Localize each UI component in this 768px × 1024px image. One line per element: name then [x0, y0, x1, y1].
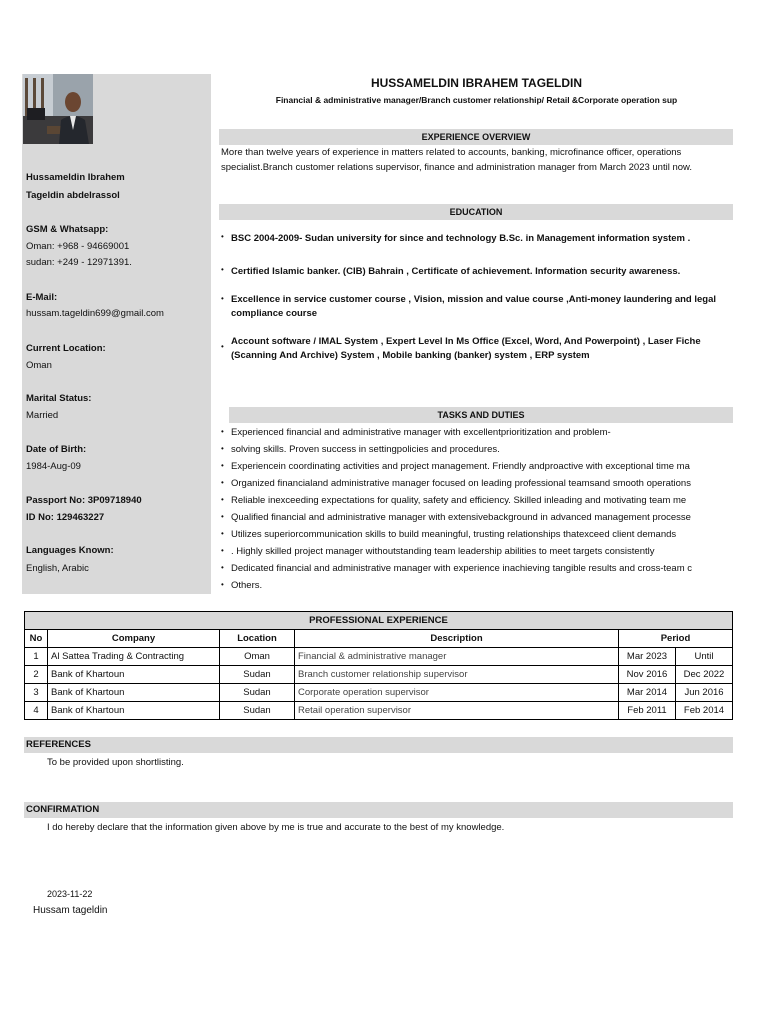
location-value: Oman: [26, 360, 52, 371]
cell-company: Al Sattea Trading & Contracting: [48, 648, 220, 666]
cell-no: 4: [25, 702, 48, 720]
email-label: E-Mail:: [26, 292, 58, 303]
cell-location: Sudan: [220, 666, 295, 684]
bullet-icon: •: [221, 342, 224, 351]
dob-value: 1984-Aug-09: [26, 461, 81, 472]
task-item: Utilizes superiorcommunication skills to build meaningful, trusting relationships thatexceed client demands: [231, 529, 677, 540]
bullet-icon: •: [221, 529, 224, 538]
column-header-location: Location: [220, 630, 295, 648]
education-item: Excellence in service customer course , Vision, mission and value course ,Anti-money laundering and legal compliance course: [231, 294, 717, 319]
education-item: Account software / IMAL System , Expert Level In Ms Office (Excel, Word, And Powerpoint) , Laser Fiche (Scanning And Archive) System , Mobile banking (banker) system , ERP system: [231, 336, 701, 361]
gsm-oman: Oman: +968 - 94669001: [26, 241, 130, 252]
cell-company: Bank of Khartoun: [48, 684, 220, 702]
bullet-icon: •: [221, 294, 224, 303]
experience-overview-heading: EXPERIENCE OVERVIEW: [219, 129, 733, 145]
cell-company: Bank of Khartoun: [48, 666, 220, 684]
cell-description: Retail operation supervisor: [295, 702, 619, 720]
tasks-heading: TASKS AND DUTIES: [229, 407, 733, 423]
confirmation-text: I do hereby declare that the information given above by me is true and accurate to the best of my knowledge.: [47, 822, 505, 833]
profile-photo: [23, 74, 93, 144]
bullet-icon: •: [221, 546, 224, 555]
task-item: Qualified financial and administrative manager with extensivebackground in advanced management processe: [231, 512, 691, 523]
dob-label: Date of Birth:: [26, 444, 87, 455]
column-header-description: Description: [295, 630, 619, 648]
education-heading: EDUCATION: [219, 204, 733, 220]
professional-experience-heading: PROFESSIONAL EXPERIENCE: [25, 612, 733, 630]
cell-period-to: Feb 2014: [676, 702, 733, 720]
bullet-icon: •: [221, 478, 224, 487]
references-heading: REFERENCES: [24, 737, 733, 753]
full-name-line2: Tageldin abdelrassol: [26, 190, 120, 201]
signature-name: Hussam tageldin: [33, 905, 108, 916]
table-row: [25, 702, 733, 720]
cell-location: Oman: [220, 648, 295, 666]
bullet-icon: •: [221, 512, 224, 521]
cell-location: Sudan: [220, 684, 295, 702]
cell-period-to: Jun 2016: [676, 684, 733, 702]
gsm-label: GSM & Whatsapp:: [26, 224, 109, 235]
education-item: BSC 2004-2009- Sudan university for since and technology B.Sc. in Management information system .: [231, 233, 691, 244]
education-item: Certified Islamic banker. (CIB) Bahrain , Certificate of achievement. Information security awareness.: [231, 266, 681, 277]
cell-no: 2: [25, 666, 48, 684]
email-value: hussam.tageldin699@gmail.com: [26, 308, 164, 319]
task-item: . Highly skilled project manager withoutstanding team leadership abilities to meet targets consistently: [231, 546, 655, 557]
task-item: Experienced financial and administrative manager with excellentprioritization and problem-: [231, 427, 611, 438]
professional-experience-table: [24, 611, 733, 720]
cell-period-to: Dec 2022: [676, 666, 733, 684]
task-item: Organized financialand administrative manager focused on leading professional teamsand smooth operations: [231, 478, 691, 489]
cell-description: Financial & administrative manager: [295, 648, 619, 666]
column-header-company: Company: [48, 630, 220, 648]
table-row: [25, 684, 733, 702]
column-header-no: No: [25, 630, 48, 648]
languages-label: Languages Known:: [26, 545, 114, 556]
candidate-name: HUSSAMELDIN IBRAHEM TAGELDIN: [370, 76, 583, 90]
candidate-title: Financial & administrative manager/Branch customer relationship/ Retail &Corporate operation sup: [275, 95, 678, 105]
id-number: ID No: 129463227: [26, 512, 105, 523]
bullet-icon: •: [221, 495, 224, 504]
task-item: Others.: [231, 580, 263, 591]
bullet-icon: •: [221, 444, 224, 453]
languages-value: English, Arabic: [26, 563, 89, 574]
cell-company: Bank of Khartoun: [48, 702, 220, 720]
marital-value: Married: [26, 410, 59, 421]
table-row: [25, 648, 733, 666]
task-item: solving skills. Proven success in settingpolicies and procedures.: [231, 444, 500, 455]
bullet-icon: •: [221, 265, 224, 274]
bullet-icon: •: [221, 461, 224, 470]
task-item: Experiencein coordinating activities and project management. Friendly andproactive with exceptional time ma: [231, 461, 690, 472]
experience-overview-text: More than twelve years of experience in matters related to accounts, banking, microfinance officer, operations specialist.Branch customer relations supervisor, finance and administration manager from March 2023 until now.: [221, 147, 693, 173]
bullet-icon: •: [221, 232, 224, 241]
bullet-icon: •: [221, 427, 224, 436]
cell-period-from: Mar 2014: [619, 684, 676, 702]
cell-no: 3: [25, 684, 48, 702]
cell-period-to: Until: [676, 648, 733, 666]
table-header-row: [25, 630, 733, 648]
cell-period-from: Feb 2011: [619, 702, 676, 720]
bullet-icon: •: [221, 580, 224, 589]
full-name-line1: Hussameldin Ibrahem: [26, 172, 125, 183]
cell-no: 1: [25, 648, 48, 666]
cell-location: Sudan: [220, 702, 295, 720]
gsm-sudan: sudan: +249 - 12971391.: [26, 257, 132, 268]
passport-number: Passport No: 3P09718940: [26, 495, 142, 506]
marital-label: Marital Status:: [26, 393, 92, 404]
signature-date: 2023-11-22: [47, 889, 93, 899]
task-item: Reliable inexceeding expectations for quality, safety and efficiency. Skilled inleading and motivating team me: [231, 495, 687, 506]
location-label: Current Location:: [26, 343, 106, 354]
task-item: Dedicated financial and administrative manager with experience inachieving tangible results and cross-team c: [231, 563, 692, 574]
confirmation-heading: CONFIRMATION: [24, 802, 733, 818]
table-row: [25, 666, 733, 684]
references-text: To be provided upon shortlisting.: [47, 757, 184, 768]
column-header-period: Period: [619, 630, 733, 648]
cell-description: Branch customer relationship supervisor: [295, 666, 619, 684]
bullet-icon: •: [221, 563, 224, 572]
cell-description: Corporate operation supervisor: [295, 684, 619, 702]
cell-period-from: Nov 2016: [619, 666, 676, 684]
cell-period-from: Mar 2023: [619, 648, 676, 666]
